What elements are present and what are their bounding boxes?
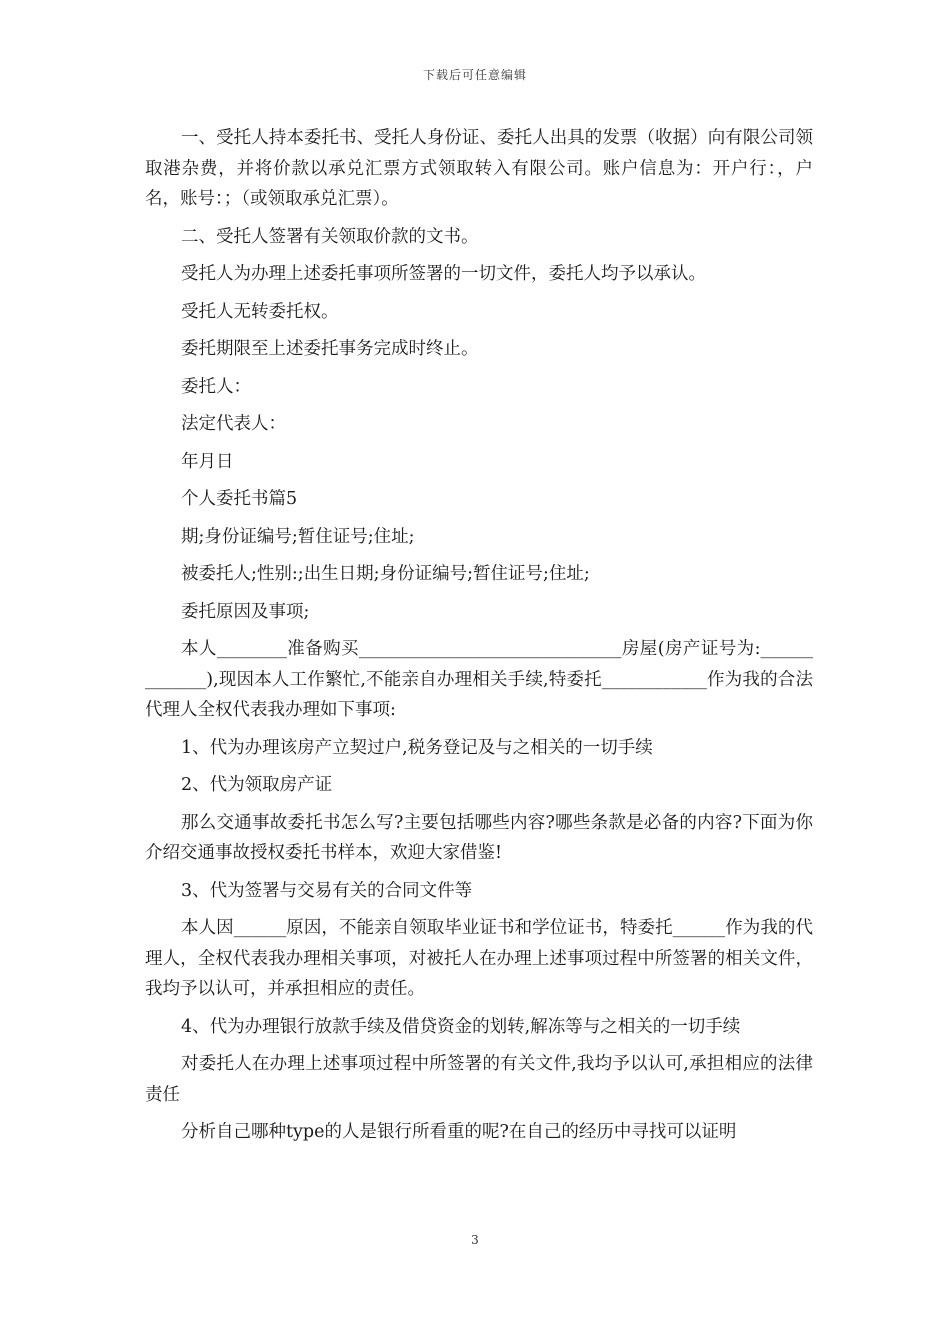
paragraph-17: 3、代为签署与交易有关的合同文件等	[181, 880, 473, 901]
paragraph-3: 受托人为办理上述委托事项所签署的一切文件，委托人均予以承认。	[181, 264, 706, 284]
paragraph-16: 那么交通事故委托书怎么写?主要包括哪些内容?哪些条款是必备的内容?下面为你介绍交通事故授权委托书样本，欢迎大家借鉴!	[145, 812, 813, 863]
page-number: 3	[471, 1233, 479, 1247]
paragraph-8: 年月日	[181, 451, 234, 472]
paragraph-10: 期;身份证编号;暂住证号;住址;	[181, 526, 415, 547]
paragraph-20: 对委托人在办理上述事项过程中所签署的有关文件,我均予以认可,承担相应的法律责任	[145, 1054, 813, 1105]
paragraph-11: 被委托人;性别:;出生日期;身份证编号;暂住证号;住址;	[181, 564, 590, 584]
paragraph-6: 委托人：	[181, 376, 251, 397]
paragraph-21: 分析自己哪种type的人是银行所看重的呢?在自己的经历中寻找可以证明	[181, 1122, 737, 1142]
paragraph-13: 本人________准备购买______________________________房屋(房产证号为:_____________),现因本人工作繁忙,不能亲自办理相关手续,特委托____________作为我的合法代理人全权代表我办理如下事项:	[145, 639, 813, 720]
paragraph-7: 法定代表人：	[181, 414, 286, 434]
document-body	[145, 123, 813, 1155]
paragraph-2: 二、受托人签署有关领取价款的文书。	[181, 226, 479, 247]
paragraph-1: 一、受托人持本委托书、受托人身份证、委托人出具的发票（收据）向有限公司领取港杂费，并将价款以承兑汇票方式领取转入有限公司。账户信息为：开户行：，户名，账号：；（或领取承兑汇票）。	[145, 128, 813, 209]
paragraph-19: 4、代为办理银行放款手续及借贷资金的划转,解冻等与之相关的一切手续	[181, 1016, 741, 1037]
section-title: 个人委托书篇5	[181, 489, 298, 509]
paragraph-4: 受托人无转委托权。	[181, 301, 339, 322]
page-header: 下载后可任意编辑	[422, 68, 527, 82]
paragraph-15: 2、代为领取房产证	[181, 775, 333, 795]
paragraph-5: 委托期限至上述委托事务完成时终止。	[181, 339, 479, 359]
paragraph-12: 委托原因及事项;	[181, 601, 310, 622]
paragraph-14: 1、代为办理该房产立契过户,税务登记及与之相关的一切手续	[181, 737, 653, 758]
paragraph-18: 本人因______原因，不能亲自领取毕业证书和学位证书，特委托______作为我的代理人，全权代表我办理相关事项，对被托人在办理上述事项过程中所签署的相关文件，我均予以认可，并承担相应的责任。	[145, 918, 813, 999]
